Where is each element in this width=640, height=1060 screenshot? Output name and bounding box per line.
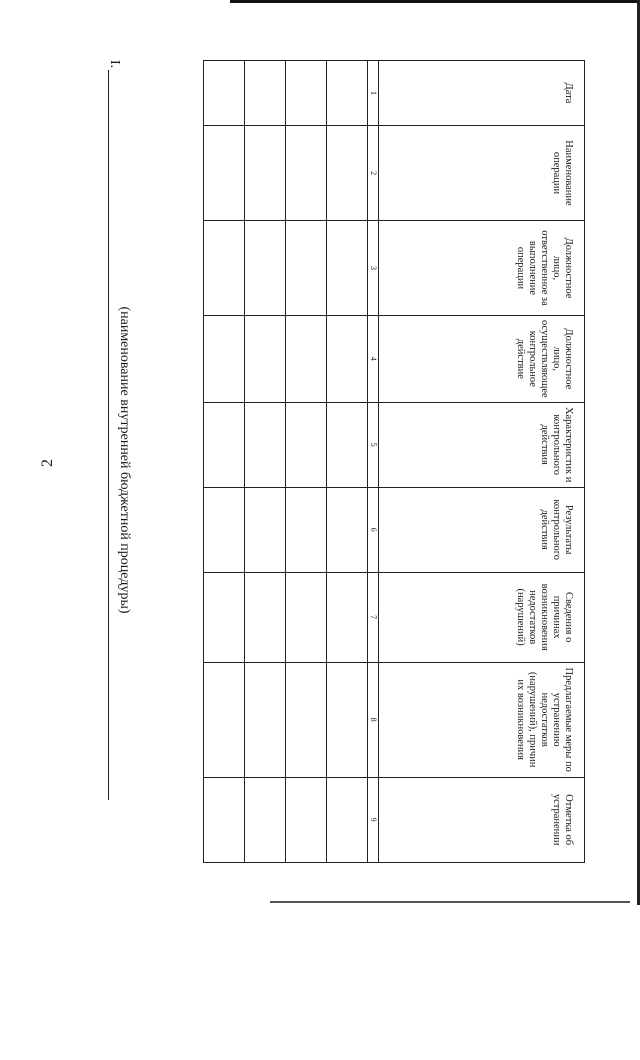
- header-elimination-mark: Отметка об устранении: [379, 777, 585, 862]
- table-cell: [245, 221, 286, 316]
- header-proposed-measures: Предлагаемые меры по устранению недостатков (нарушений), причин их возникновения: [379, 662, 585, 777]
- table-cell: [245, 316, 286, 403]
- table-cell: [204, 487, 245, 572]
- table-cell: [286, 777, 327, 862]
- table-cell: [286, 572, 327, 662]
- table-cell: [327, 662, 368, 777]
- table-cell: [245, 487, 286, 572]
- table-cell: [286, 126, 327, 221]
- table-cell: [245, 662, 286, 777]
- table-cell: [327, 487, 368, 572]
- column-number-row: [368, 61, 379, 863]
- column-number: 4: [368, 316, 379, 403]
- table-cell: [286, 221, 327, 316]
- table-cell: [204, 572, 245, 662]
- procedure-name-line: [108, 70, 109, 800]
- column-number: 2: [368, 126, 379, 221]
- column-number: 8: [368, 662, 379, 777]
- table-cell: [245, 402, 286, 487]
- table-row: [286, 61, 327, 863]
- table-cell: [286, 487, 327, 572]
- table-cell: [327, 777, 368, 862]
- table-cell: [327, 402, 368, 487]
- table-cell: [204, 126, 245, 221]
- rotated-content: [75, 60, 585, 1060]
- column-number: 9: [368, 777, 379, 862]
- column-number: 6: [368, 487, 379, 572]
- header-violation-causes: Сведения о причинах возникновения недостатков (нарушений): [379, 572, 585, 662]
- column-number: 1: [368, 61, 379, 126]
- table-row: [245, 61, 286, 863]
- table-cell: [204, 777, 245, 862]
- column-number: 5: [368, 402, 379, 487]
- header-controlling-official: Должностное лицо, осуществляющее контрольное действие: [379, 316, 585, 403]
- table-cell: [327, 572, 368, 662]
- page-number: 2: [39, 459, 56, 467]
- header-operation-name: Наименование операции: [379, 126, 585, 221]
- procedure-name-caption: (наименование внутренней бюджетной процедуры): [117, 306, 132, 614]
- table-cell: [327, 221, 368, 316]
- table-cell: [245, 61, 286, 126]
- header-control-results: Результаты контрольного действия: [379, 487, 585, 572]
- table-row: [327, 61, 368, 863]
- header-control-characteristics: Характеристик и контрольного действия: [379, 402, 585, 487]
- table-cell: [245, 572, 286, 662]
- table-cell: [204, 662, 245, 777]
- table-cell: [204, 61, 245, 126]
- table-cell: [204, 221, 245, 316]
- header-date: Дата: [379, 61, 585, 126]
- table-cell: [245, 777, 286, 862]
- table-cell: [245, 126, 286, 221]
- section-number: I.: [107, 60, 122, 69]
- column-number: 3: [368, 221, 379, 316]
- table-header-row: [379, 61, 585, 863]
- table-cell: [286, 662, 327, 777]
- table-cell: [327, 126, 368, 221]
- table-cell: [327, 61, 368, 126]
- table-cell: [286, 402, 327, 487]
- column-number: 7: [368, 572, 379, 662]
- table-cell: [204, 316, 245, 403]
- scan-edge-top: [230, 0, 640, 3]
- table-cell: [286, 316, 327, 403]
- table-cell: [327, 316, 368, 403]
- table-cell: [286, 61, 327, 126]
- control-journal-table: [203, 60, 585, 863]
- table-row: [204, 61, 245, 863]
- header-responsible-official: Должностное лицо, ответственное за выполнение операции: [379, 221, 585, 316]
- table-cell: [204, 402, 245, 487]
